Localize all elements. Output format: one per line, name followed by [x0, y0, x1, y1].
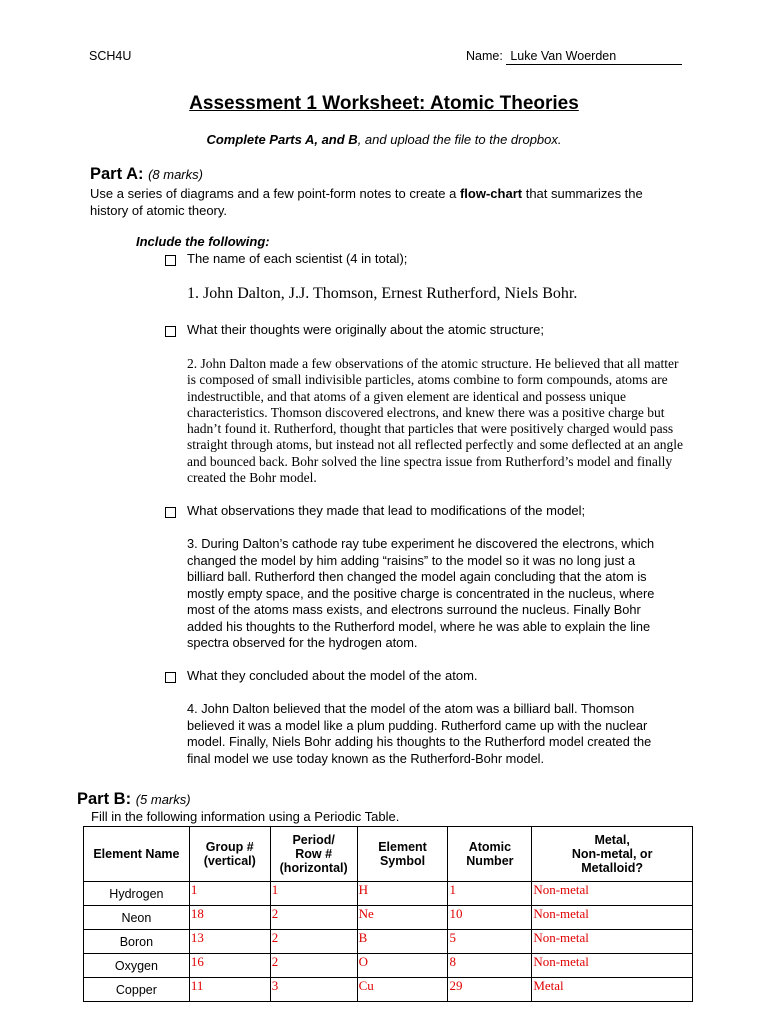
header-text: Row #: [295, 847, 333, 861]
header-text: Metal,: [594, 833, 630, 847]
cell-symbol: H: [357, 882, 448, 906]
table-row: [84, 930, 693, 954]
cell-symbol: Ne: [357, 906, 448, 930]
answer-2-line: 2. John Dalton made a few observations of the atomic structure. He believed that all matter: [187, 356, 679, 371]
col-metal-type: [532, 827, 693, 882]
answer-2: [187, 356, 707, 486]
col-period: [270, 827, 357, 882]
answer-4-line: model. Finally, Niels Bohr adding his thoughts to the Rutherford model created the: [187, 734, 652, 749]
answer-4-line: believed it was a model like a plum pudding. Rutherford came up with the nuclear: [187, 717, 648, 733]
cell-period: 2: [270, 954, 357, 978]
cell-symbol: B: [357, 930, 448, 954]
bullet-scientists: [187, 251, 407, 266]
cell-element-name: Copper: [84, 978, 190, 1002]
table-row: [84, 978, 693, 1002]
answer-2-line: and bounced back. Bohr solved the line spectra issue from Rutherford’s model and finally: [187, 453, 673, 469]
bullet-original-thoughts: [187, 322, 544, 337]
part-b-intro: Fill in the following information using a Periodic Table.: [91, 809, 400, 824]
cell-element-name: Neon: [84, 906, 190, 930]
table-row: [84, 882, 693, 906]
cell-group: 1: [189, 882, 270, 906]
answer-2-line: straight through atoms, but instead not all reflected perfectly and some deflected at an angle: [187, 437, 683, 453]
cell-atomic-number: 1: [448, 882, 532, 906]
include-heading: Include the following:: [136, 234, 270, 249]
cell-atomic-number: 29: [448, 978, 532, 1002]
cell-metal-type: Metal: [532, 978, 693, 1002]
col-group: [189, 827, 270, 882]
part-a-intro: [90, 185, 710, 219]
cell-symbol: O: [357, 954, 448, 978]
bullet-observations: [187, 503, 585, 518]
bullet-label: What observations they made that lead to modifications of the model;: [187, 503, 586, 518]
answer-3-line: billiard ball. Rutherford then changed the model again concluding that the atom is: [187, 569, 647, 584]
answer-1: 1. John Dalton, J.J. Thomson, Ernest Rutherford, Niels Bohr.: [187, 285, 578, 302]
cell-element-name: Boron: [84, 930, 190, 954]
subtitle-bold: Complete Parts A, and B: [206, 132, 358, 147]
header-text: Number: [466, 854, 514, 868]
part-b-title: Part B:: [77, 790, 132, 808]
header-text: Metalloid?: [581, 861, 644, 875]
part-a-title: Part A:: [90, 165, 144, 183]
answer-3-line: mostly empty space, and the positive charge is concentrated in the nucleus, where: [187, 585, 655, 601]
name-label: Name:: [466, 49, 503, 63]
cell-atomic-number: 10: [448, 906, 532, 930]
col-element-name: [84, 827, 190, 882]
cell-period: 2: [270, 906, 357, 930]
checkbox-icon: [165, 326, 176, 337]
part-a-heading: [90, 165, 203, 184]
subtitle-rest: , and upload the file to the dropbox.: [357, 132, 562, 147]
bullet-conclusions: [187, 668, 478, 683]
header-text: Period/: [292, 833, 335, 847]
part-a-intro-line2: history of atomic theory.: [90, 203, 228, 218]
checkbox-icon: [165, 255, 176, 266]
intro-bold: flow-chart: [459, 186, 523, 201]
answer-3-line: spectra observed for the hydrogen atom.: [187, 635, 418, 650]
intro-text: Use a series of diagrams and a few point-form notes to create a: [90, 186, 460, 201]
checkbox-icon: [165, 507, 176, 518]
part-a-intro-line1: [90, 185, 710, 202]
answer-3-line: added his thoughts to the Rutherford model, where he was able to explain the line: [187, 618, 651, 634]
header-text: (vertical): [203, 854, 256, 868]
header-text: Atomic: [468, 840, 512, 854]
header-text: Element: [378, 840, 427, 854]
answer-3-line: 3. During Dalton’s cathode ray tube experiment he discovered the electrons, which: [187, 536, 655, 551]
cell-metal-type: Non-metal: [532, 930, 693, 954]
cell-atomic-number: 8: [448, 954, 532, 978]
cell-metal-type: Non-metal: [532, 906, 693, 930]
bullet-label: What their thoughts were originally about the atomic structure;: [187, 322, 544, 337]
table-row: [84, 906, 693, 930]
header-text: Group #: [205, 840, 254, 854]
answer-3-line: most of the atoms mass exists, and electrons surround the nucleus. Finally Bohr: [187, 602, 641, 617]
answer-4-line: final model we use today known as the Rutherford-Bohr model.: [187, 750, 545, 766]
cell-element-name: Hydrogen: [84, 882, 190, 906]
header-text: Non-metal, or: [571, 847, 653, 861]
col-atomic-number: [448, 827, 532, 882]
header-text: Element Name: [93, 847, 180, 861]
subtitle: [0, 132, 768, 147]
answer-3-line: changed the model by him adding “raisins” to the model so it was no long just a: [187, 552, 636, 568]
student-name: [466, 49, 682, 65]
cell-metal-type: Non-metal: [532, 954, 693, 978]
periodic-table: [83, 826, 693, 1002]
cell-group: 13: [189, 930, 270, 954]
part-a-marks: (8 marks): [148, 167, 203, 182]
header-text: (horizontal): [279, 861, 348, 875]
part-b-heading: [77, 790, 191, 809]
cell-period: 3: [270, 978, 357, 1002]
col-symbol: [357, 827, 448, 882]
answer-2-line: indestructible, and that atoms of a given element are identical and possess unique: [187, 388, 626, 404]
cell-group: 16: [189, 954, 270, 978]
cell-atomic-number: 5: [448, 930, 532, 954]
cell-element-name: Oxygen: [84, 954, 190, 978]
cell-metal-type: Non-metal: [532, 882, 693, 906]
intro-text-end: that summarizes the: [522, 186, 643, 201]
page-title: Assessment 1 Worksheet: Atomic Theories: [189, 93, 579, 114]
answer-2-line: created the Bohr model.: [187, 470, 317, 486]
cell-period: 1: [270, 882, 357, 906]
bullet-label: What they concluded about the model of the atom.: [187, 668, 478, 683]
cell-period: 2: [270, 930, 357, 954]
course-code: SCH4U: [89, 49, 132, 63]
cell-group: 11: [189, 978, 270, 1002]
answer-2-line: characteristics. Thomson discovered electrons, and knew there was a positive charge but: [187, 404, 665, 420]
answer-2-line: is composed of small indivisible particles, atoms combine to form compounds, atoms are: [187, 372, 668, 388]
checkbox-icon: [165, 672, 176, 683]
cell-symbol: Cu: [357, 978, 448, 1002]
answer-4: [187, 701, 707, 767]
header-text: Symbol: [379, 854, 426, 868]
answer-2-line: hadn’t found it. Rutherford, thought that particles that were positively charged would pass: [187, 421, 674, 437]
part-b-marks: (5 marks): [135, 792, 191, 807]
name-value: Luke Van Woerden: [506, 49, 682, 65]
table-row: [84, 954, 693, 978]
answer-3: [187, 536, 707, 652]
answer-4-line: 4. John Dalton believed that the model of the atom was a billiard ball. Thomson: [187, 701, 635, 716]
bullet-label: The name of each scientist (4 in total);: [187, 251, 408, 266]
table-header-row: [84, 827, 693, 882]
cell-group: 18: [189, 906, 270, 930]
